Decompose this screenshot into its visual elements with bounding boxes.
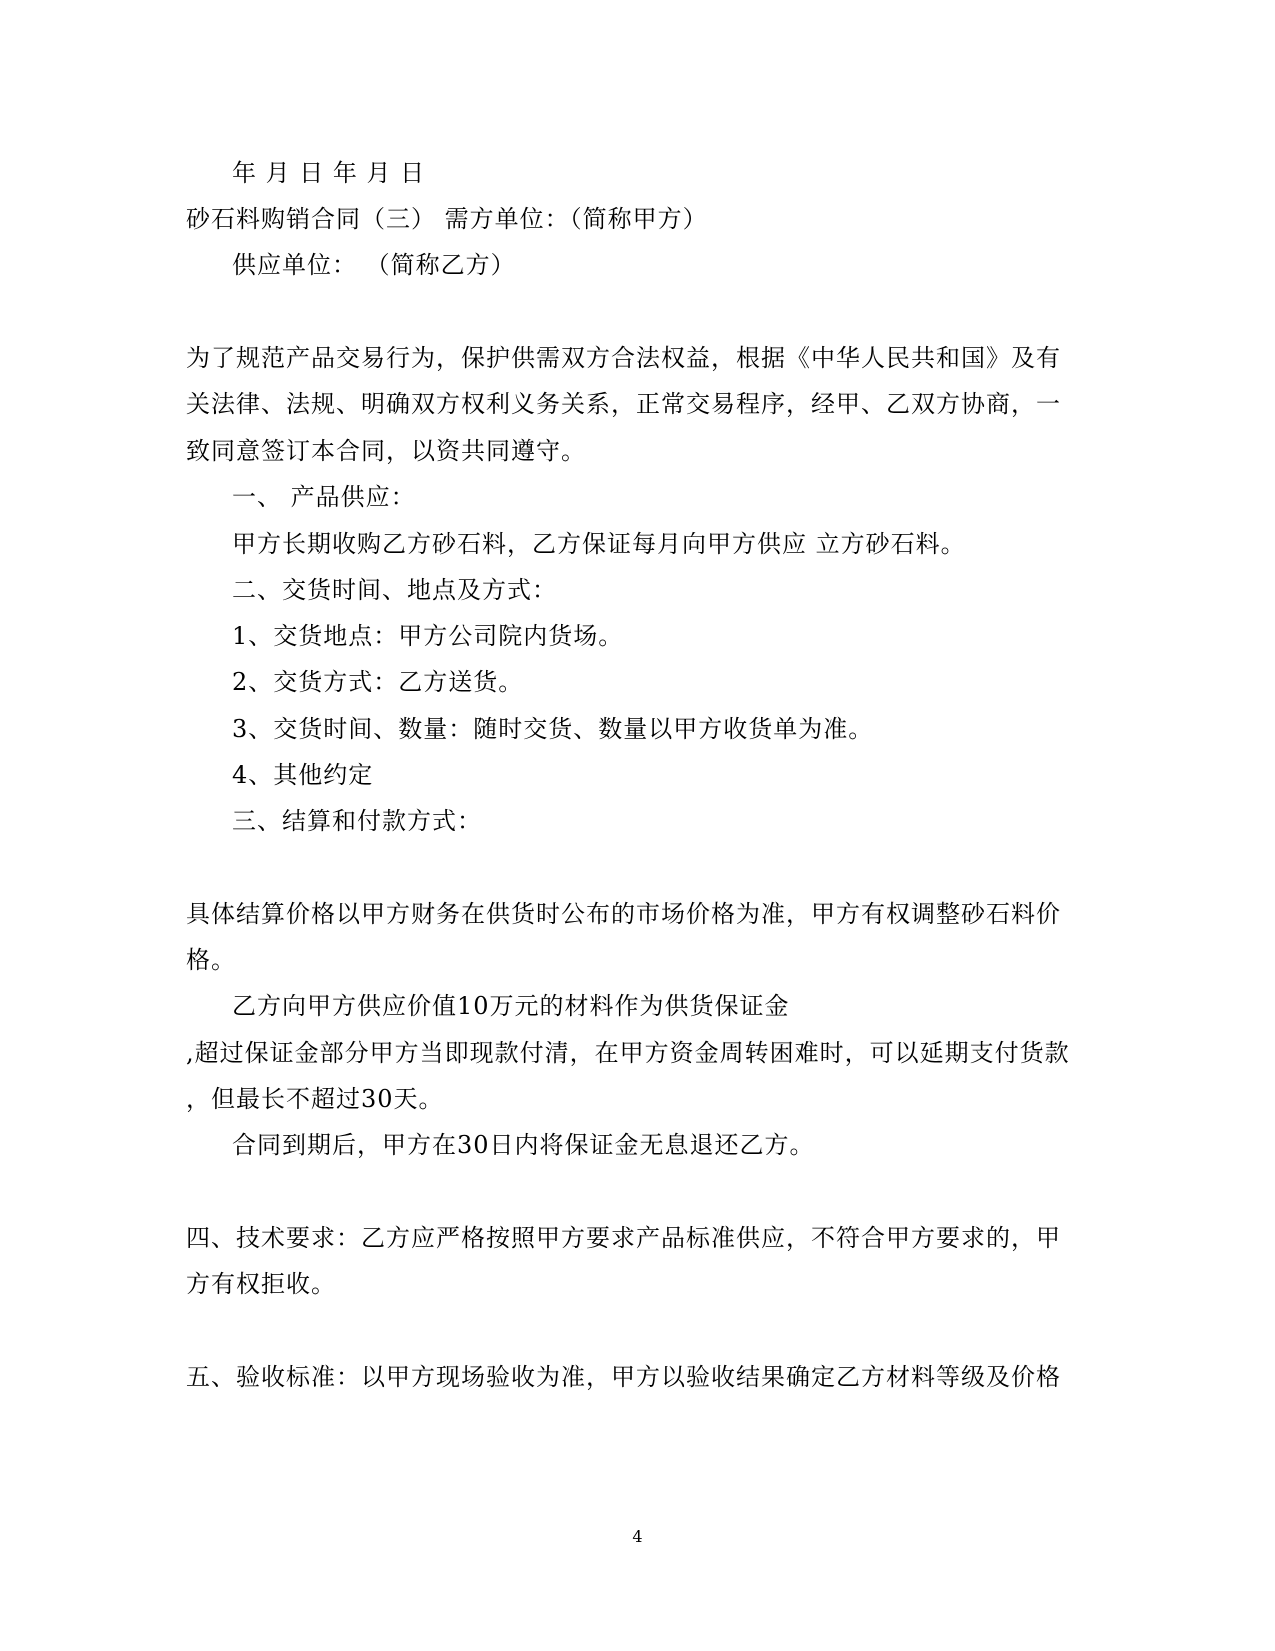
section-2-item-4: 4、其他约定	[232, 761, 374, 789]
section-2-heading: 二、交货时间、地点及方式：	[232, 576, 557, 604]
deposit-line-2: ,超过保证金部分甲方当即现款付清，在甲方资金周转困难时，可以延期支付货款	[186, 1039, 1070, 1067]
contract-title-line: 砂石料购销合同（三） 需方单位：（简称甲方）	[186, 205, 708, 233]
section-4-line-2: 方有权拒收。	[186, 1270, 336, 1298]
settlement-line-2: 格。	[186, 946, 236, 974]
preamble-line-1: 为了规范产品交易行为，保护供需双方合法权益，根据《中华人民共和国》及有	[186, 344, 1061, 372]
preamble-line-2: 关法律、法规、明确双方权利义务关系，正常交易程序，经甲、乙双方协商，一	[186, 390, 1061, 418]
section-3-heading: 三、结算和付款方式：	[232, 807, 482, 835]
section-4-line-1: 四、技术要求：乙方应严格按照甲方要求产品标准供应，不符合甲方要求的，甲	[186, 1224, 1061, 1252]
deposit-line-3: ，但最长不超过30天。	[186, 1085, 444, 1113]
deposit-line-1: 乙方向甲方供应价值10万元的材料作为供货保证金	[232, 992, 790, 1020]
section-1-text: 甲方长期收购乙方砂石料，乙方保证每月向甲方供应 立方砂石料。	[232, 530, 966, 558]
page-number: 4	[632, 1527, 643, 1546]
section-2-item-3: 3、交货时间、数量：随时交货、数量以甲方收货单为准。	[232, 715, 874, 743]
preamble-line-3: 致同意签订本合同，以资共同遵守。	[186, 437, 586, 465]
settlement-line-1: 具体结算价格以甲方财务在供货时公布的市场价格为准，甲方有权调整砂石料价	[186, 900, 1061, 928]
section-5-line-1: 五、验收标准：以甲方现场验收为准，甲方以验收结果确定乙方材料等级及价格	[186, 1363, 1061, 1391]
refund-line: 合同到期后，甲方在30日内将保证金无息退还乙方。	[232, 1131, 815, 1159]
date-line: 年 月 日 年 月 日	[232, 159, 426, 187]
section-2-item-1: 1、交货地点：甲方公司院内货场。	[232, 622, 624, 650]
section-2-item-2: 2、交货方式：乙方送货。	[232, 668, 524, 696]
supplier-line: 供应单位： （简称乙方）	[232, 251, 516, 279]
section-1-heading: 一、 产品供应：	[232, 483, 416, 511]
